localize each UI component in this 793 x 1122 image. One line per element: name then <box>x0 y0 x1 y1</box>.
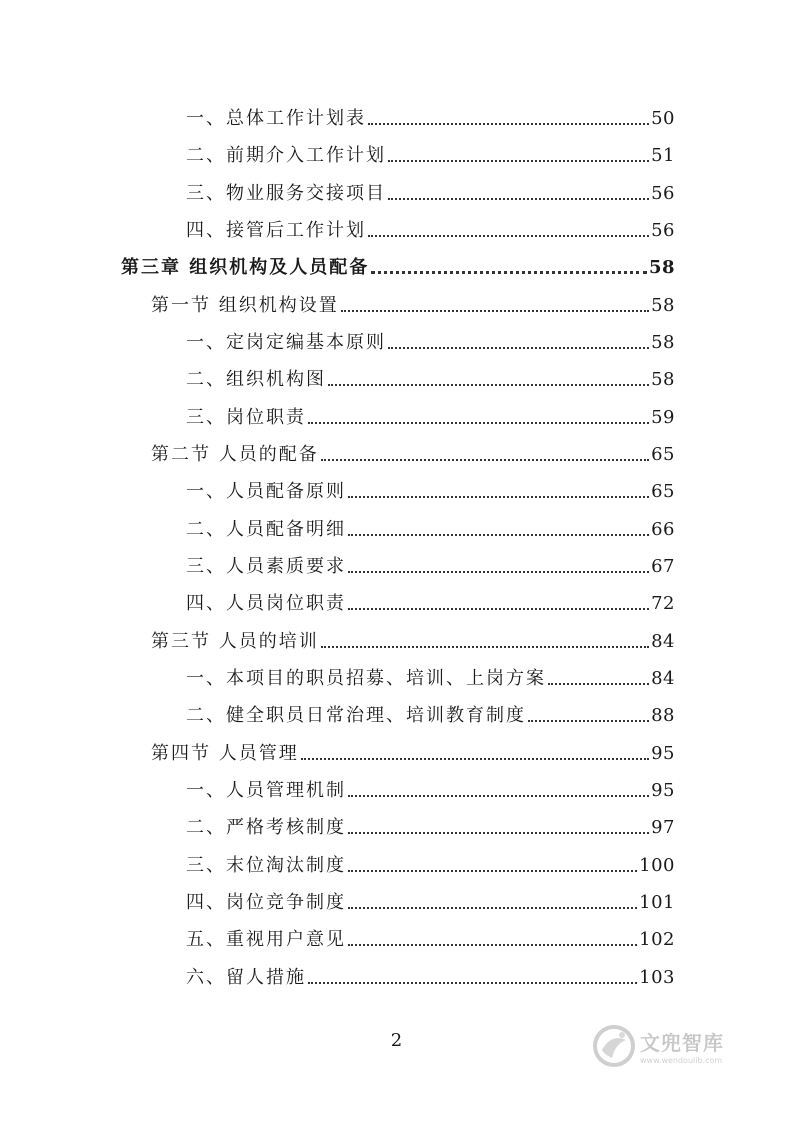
toc-leader-dots <box>368 123 649 125</box>
toc-entry-page: 50 <box>651 108 675 129</box>
toc-entry-page: 103 <box>639 967 675 988</box>
toc-entry-page: 58 <box>648 257 675 278</box>
toc-entry-title: 四、岗位竞争制度 <box>186 892 346 913</box>
toc-section-entry[interactable] <box>151 442 675 468</box>
toc-entry-page: 51 <box>651 145 675 166</box>
toc-leader-dots <box>548 683 649 685</box>
toc-entry-page: 66 <box>651 519 675 540</box>
toc-entry-page: 67 <box>651 556 675 577</box>
toc-section-title: 第三节 人员的培训 <box>151 631 319 652</box>
toc-leader-dots <box>348 907 637 909</box>
toc-entry-title: 一、总体工作计划表 <box>186 108 366 129</box>
toc-entry-page: 84 <box>651 668 675 689</box>
toc-entry-page: 100 <box>639 855 675 876</box>
toc-entry[interactable] <box>186 703 675 729</box>
toc-leader-dots <box>368 235 649 237</box>
watermark <box>592 1020 752 1072</box>
watermark-name: 文兜智库 <box>640 1031 724 1055</box>
toc-entry-title: 三、末位淘汰制度 <box>186 855 346 876</box>
toc-entry-page: 88 <box>651 705 675 726</box>
toc-entry-page: 84 <box>651 631 675 652</box>
toc-section-entry[interactable] <box>151 293 675 319</box>
toc-leader-dots <box>388 347 649 349</box>
toc-entry-title: 二、前期介入工作计划 <box>186 145 386 166</box>
toc-leader-dots <box>348 870 637 872</box>
toc-entry-title: 六、留人措施 <box>186 967 306 988</box>
toc-entry-title: 五、重视用户意见 <box>186 929 346 950</box>
toc-entry[interactable] <box>186 666 675 692</box>
toc-entry-title: 二、组织机构图 <box>186 369 326 390</box>
toc-leader-dots <box>348 608 649 610</box>
toc-leader-dots <box>308 982 637 984</box>
watermark-url: www.wendoulib.com <box>640 1056 723 1065</box>
toc-entry-page: 58 <box>651 332 675 353</box>
toc-entry[interactable] <box>186 517 675 543</box>
toc-leader-dots <box>348 496 649 498</box>
toc-leader-dots <box>321 646 649 648</box>
toc-entry[interactable] <box>186 330 675 356</box>
toc-entry[interactable] <box>186 181 675 207</box>
toc-section-title: 第一节 组织机构设置 <box>151 295 339 316</box>
toc-entry-page: 72 <box>651 593 675 614</box>
toc-entry-title: 二、健全职员日常治理、培训教育制度 <box>186 705 526 726</box>
toc-chapter-title: 第三章 组织机构及人员配备 <box>121 257 370 278</box>
toc-entry-page: 97 <box>651 817 675 838</box>
toc-entry[interactable] <box>186 853 675 879</box>
toc-entry-title: 一、定岗定编基本原则 <box>186 332 386 353</box>
toc-entry[interactable] <box>186 890 675 916</box>
toc-entry-page: 56 <box>651 183 675 204</box>
toc-entry-page: 95 <box>651 780 675 801</box>
toc-entry[interactable] <box>186 815 675 841</box>
toc-entry-page: 56 <box>651 220 675 241</box>
toc-leader-dots <box>348 534 649 536</box>
toc-leader-dots <box>341 310 649 312</box>
toc-leader-dots <box>348 571 649 573</box>
toc-chapter-entry[interactable] <box>121 255 675 281</box>
toc-entry-page: 102 <box>639 929 675 950</box>
toc-entry-page: 58 <box>651 369 675 390</box>
toc-entry[interactable] <box>186 405 675 431</box>
toc-entry[interactable] <box>186 218 675 244</box>
toc-leader-dots <box>348 944 637 946</box>
toc-entry-title: 三、物业服务交接项目 <box>186 183 386 204</box>
toc-entry-title: 三、人员素质要求 <box>186 556 346 577</box>
toc-entry-title: 二、人员配备明细 <box>186 519 346 540</box>
toc-section-title: 第二节 人员的配备 <box>151 444 319 465</box>
toc-leader-dots <box>301 758 649 760</box>
toc-entry-title: 一、本项目的职员招募、培训、上岗方案 <box>186 668 546 689</box>
toc-entry[interactable] <box>186 778 675 804</box>
toc-entry-page: 65 <box>651 481 675 502</box>
toc-entry-page: 58 <box>651 295 675 316</box>
page-number: 2 <box>390 1030 403 1051</box>
toc-entry[interactable] <box>186 367 675 393</box>
toc-entry-title: 一、人员管理机制 <box>186 780 346 801</box>
toc-section-title: 第四节 人员管理 <box>151 743 299 764</box>
toc-leader-dots <box>528 720 649 722</box>
toc-entry-title: 三、岗位职责 <box>186 407 306 428</box>
toc-entry-title: 一、人员配备原则 <box>186 481 346 502</box>
toc-entry-title: 四、接管后工作计划 <box>186 220 366 241</box>
toc-entry-page: 95 <box>651 743 675 764</box>
toc-entry-title: 二、严格考核制度 <box>186 817 346 838</box>
toc-entry[interactable] <box>186 143 675 169</box>
toc-entry[interactable] <box>186 927 675 953</box>
toc-leader-dots <box>388 160 649 162</box>
toc-entry-title: 四、人员岗位职责 <box>186 593 346 614</box>
toc-entry[interactable] <box>186 479 675 505</box>
toc-entry[interactable] <box>186 965 675 991</box>
toc-leader-dots <box>371 271 647 274</box>
toc-entry[interactable] <box>186 591 675 617</box>
wendou-logo-icon <box>592 1024 636 1068</box>
toc-leader-dots <box>328 384 649 386</box>
toc-entry-page: 65 <box>651 444 675 465</box>
toc-leader-dots <box>348 795 649 797</box>
watermark-text <box>640 1027 724 1065</box>
toc-section-entry[interactable] <box>151 629 675 655</box>
toc-entry-page: 101 <box>639 892 675 913</box>
toc-leader-dots <box>321 459 649 461</box>
toc-entry[interactable] <box>186 554 675 580</box>
toc-entry-page: 59 <box>651 407 675 428</box>
toc-leader-dots <box>388 198 649 200</box>
toc-section-entry[interactable] <box>151 741 675 767</box>
toc-leader-dots <box>308 422 649 424</box>
toc-leader-dots <box>348 832 649 834</box>
toc-entry[interactable] <box>186 106 675 132</box>
